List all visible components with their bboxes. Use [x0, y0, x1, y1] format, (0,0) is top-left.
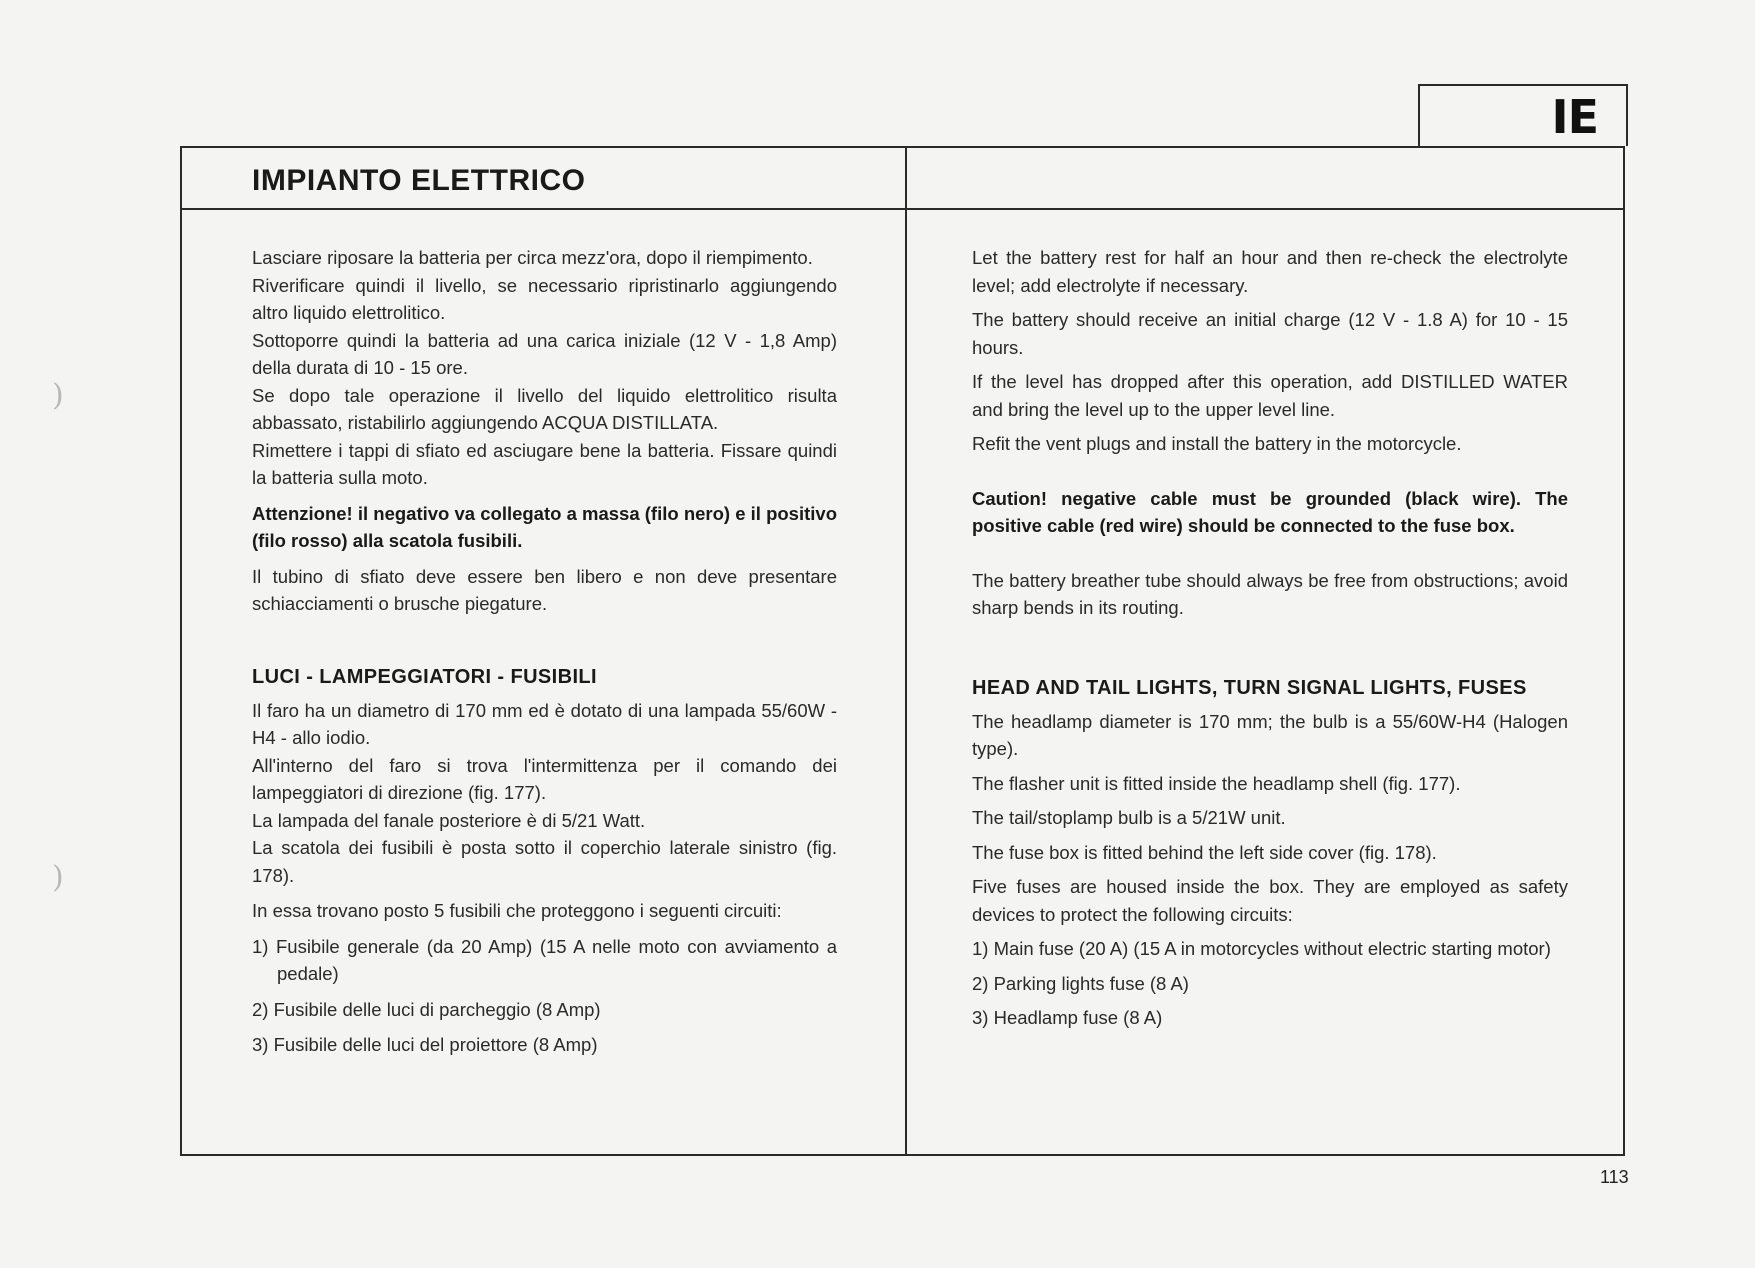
en-paragraph: Let the battery rest for half an hour and then re-check the electrolyte level; add electrolyte if necessary. [972, 247, 1568, 296]
title-bar [182, 148, 1623, 210]
it-paragraph: All'interno del faro si trova l'intermittenza per il comando dei lampeggiatori di direzione (fig. 177). [252, 754, 837, 803]
en-paragraph: The battery breather tube should always be free from obstructions; avoid sharp bends in its routing. [972, 569, 1568, 618]
it-section-heading: LUCI - LAMPEGGIATORI - FUSIBILI [252, 665, 597, 688]
it-paragraph: Se dopo tale operazione il livello del liquido elettrolitico risulta abbassato, ristabilirlo aggiungendo ACQUA DISTILLATA. [252, 384, 837, 433]
column-divider [905, 148, 907, 1154]
en-section-heading: HEAD AND TAIL LIGHTS, TURN SIGNAL LIGHTS, FUSES [972, 676, 1527, 699]
italian-column [252, 244, 837, 1059]
it-paragraph: Lasciare riposare la batteria per circa mezz'ora, dopo il riempimento. [252, 247, 813, 268]
it-paragraph: Rimettere i tappi di sfiato ed asciugare bene la batteria. Fissare quindi la batteria sulla moto. [252, 439, 837, 488]
binding-hole-mark: ) [52, 378, 64, 413]
en-list-item: 3) Headlamp fuse (8 A) [972, 1007, 1163, 1028]
it-list-item: 3) Fusibile delle luci del proiettore (8 Amp) [252, 1034, 598, 1055]
it-paragraph: Il tubino di sfiato deve essere ben libero e non deve presentare schiacciamenti o brusche piegature. [252, 565, 837, 614]
en-paragraph: The headlamp diameter is 170 mm; the bulb is a 55/60W-H4 (Halogen type). [972, 710, 1568, 759]
en-paragraph: If the level has dropped after this operation, add DISTILLED WATER and bring the level up to the upper level line. [972, 371, 1568, 420]
it-list-item: 2) Fusibile delle luci di parcheggio (8 Amp) [252, 998, 601, 1020]
en-list-item: 2) Parking lights fuse (8 A) [972, 972, 1189, 994]
section-tab [1418, 84, 1628, 146]
binding-hole-mark: ) [52, 860, 64, 895]
en-paragraph: Five fuses are housed inside the box. They are employed as safety devices to protect the following circuits: [972, 876, 1568, 925]
content-frame [180, 146, 1625, 1156]
en-paragraph: The tail/stoplamp bulb is a 5/21W unit. [972, 807, 1286, 828]
page-title: IMPIANTO ELETTRICO [252, 164, 586, 197]
it-paragraph: La lampada del fanale posteriore è di 5/21 Watt. [252, 809, 646, 831]
it-list-item: 1) Fusibile generale (da 20 Amp) (15 A nelle moto con avviamento a pedale) [252, 935, 837, 984]
section-tab-label: IE [1551, 90, 1598, 144]
it-paragraph: Riverificare quindi il livello, se necessario ripristinarlo aggiungendo altro liquido elettrolitico. [252, 274, 837, 323]
english-column [972, 244, 1568, 1039]
en-paragraph: The battery should receive an initial charge (12 V - 1.8 A) for 10 - 15 hours. [972, 309, 1568, 358]
it-paragraph: In essa trovano posto 5 fusibili che proteggono i seguenti circuiti: [252, 900, 782, 921]
en-list-item: 1) Main fuse (20 A) (15 A in motorcycles without electric starting motor) [972, 938, 1551, 959]
en-warning: Caution! negative cable must be grounded (black wire). The positive cable (red wire) should be connected to the fuse box. [972, 487, 1568, 536]
it-paragraph: Il faro ha un diametro di 170 mm ed è dotato di una lampada 55/60W - H4 - allo iodio. [252, 699, 837, 748]
en-paragraph: The flasher unit is fitted inside the headlamp shell (fig. 177). [972, 772, 1461, 794]
it-warning: Attenzione! il negativo va collegato a massa (filo nero) e il positivo (filo rosso) alla scatola fusibili. [252, 502, 837, 551]
it-paragraph: La scatola dei fusibili è posta sotto il coperchio laterale sinistro (fig. 178). [252, 837, 837, 886]
en-paragraph: The fuse box is fitted behind the left side cover (fig. 178). [972, 841, 1437, 863]
it-paragraph: Sottoporre quindi la batteria ad una carica iniziale (12 V - 1,8 Amp) della durata di 10 - 15 ore. [252, 329, 837, 378]
page-number: 113 [1600, 1167, 1629, 1187]
en-paragraph: Refit the vent plugs and install the battery in the motorcycle. [972, 433, 1462, 454]
